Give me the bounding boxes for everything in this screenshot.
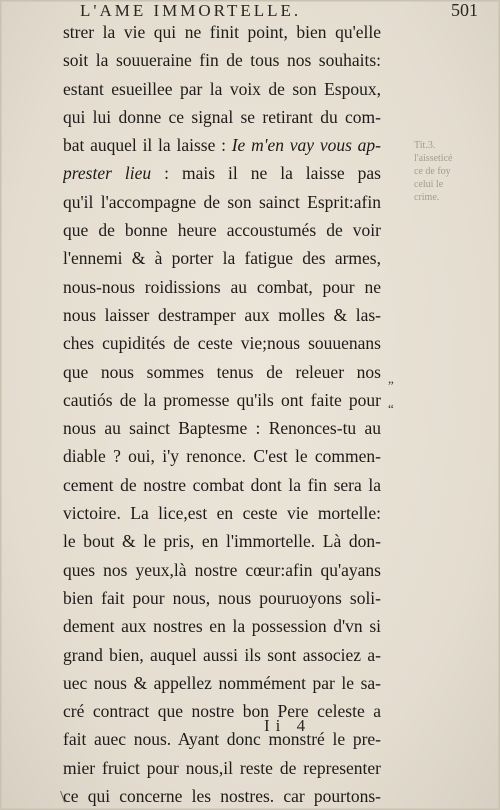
margin-note-line: ce de foy — [414, 166, 451, 177]
italic-quotation: Ie m'en vay vous ap- — [231, 135, 381, 156]
text-line: que de bonne heure accoustumés de voir — [63, 220, 381, 241]
text-line: le bout & le pris, en l'immortelle. Là don- — [63, 531, 381, 552]
text-line: soit la souueraine fin de tous nos souhaits: — [63, 50, 381, 71]
text-line: mier fruict pour nous,il reste de representer — [63, 757, 381, 778]
text-line: diable ? oui, i'y renonce. C'est le commen- — [63, 446, 381, 467]
text-line: ce qui concerne les nostres. car pourtons- — [63, 786, 381, 807]
text-line: ques nos yeux,là nostre cœur:afin qu'ayans — [63, 559, 381, 580]
text-line-with-italic — [63, 131, 381, 159]
page-number: 501 — [451, 0, 478, 20]
text-line: qu'il l'accompagne de son sainct Esprit:afin — [63, 191, 381, 212]
running-head-title: L'AME IMMORTELLE. — [80, 1, 302, 20]
text-segment: : mais il ne la laisse pas — [164, 163, 381, 184]
text-line: uec nous & appellez nommément par le sa- — [63, 672, 381, 693]
text-segment: bat auquel il la laisse : — [63, 135, 232, 156]
text-line: grand bien, auquel aussi ils sont associez a- — [63, 644, 381, 665]
text-line: ches cupidités de ceste vie;nous souuenans — [63, 333, 381, 354]
text-line: l'ennemi & à porter la fatigue des armes, — [63, 248, 381, 269]
text-line: que nous sommes tenus de releuer nos — [63, 361, 381, 382]
text-line: cautiós de la promesse qu'ils ont faite pour — [63, 389, 381, 410]
margin-note-line: Tit.3. — [414, 140, 436, 151]
text-line: cement de nostre combat dont la fin sera la — [63, 474, 381, 495]
marginal-note-bleedthrough — [414, 139, 484, 204]
text-line: bien fait pour nous, nous pouruoyons soli- — [63, 587, 381, 608]
text-line: estant esueillee par la voix de son Espoux, — [63, 78, 381, 99]
text-line: victoire. La lice,est en ceste vie mortelle: — [63, 503, 381, 524]
text-line: nous-nous roidissions au combat, pour ne — [63, 276, 381, 297]
margin-note-line: crime. — [414, 192, 440, 203]
marginal-quotation-mark: ” — [388, 378, 394, 393]
margin-note-line: celui le — [414, 179, 444, 190]
text-line: strer la vie qui ne finit point, bien qu'elle — [63, 22, 381, 42]
text-line: cré contract que nostre bon Pere celeste a — [63, 701, 381, 722]
signature-mark: Ii 4 — [264, 716, 312, 735]
margin-note-line: l'aisseticé — [414, 153, 453, 164]
text-line: dement aux nostres en la possession d'vn si — [63, 616, 381, 637]
text-line: nous laisser destramper aux molles & las- — [63, 304, 381, 325]
marginal-quotation-mark: “ — [388, 401, 394, 416]
text-line: nous au sainct Baptesme : Renonces-tu au — [63, 418, 381, 439]
text-line: fait auec nous. Ayant donc monstré le pre- — [63, 729, 381, 750]
text-line: qui lui donne ce signal se retirant du com- — [63, 106, 381, 127]
text-line-with-italic — [63, 159, 381, 187]
italic-quotation: prester lieu — [63, 163, 152, 184]
body-text — [63, 18, 381, 810]
